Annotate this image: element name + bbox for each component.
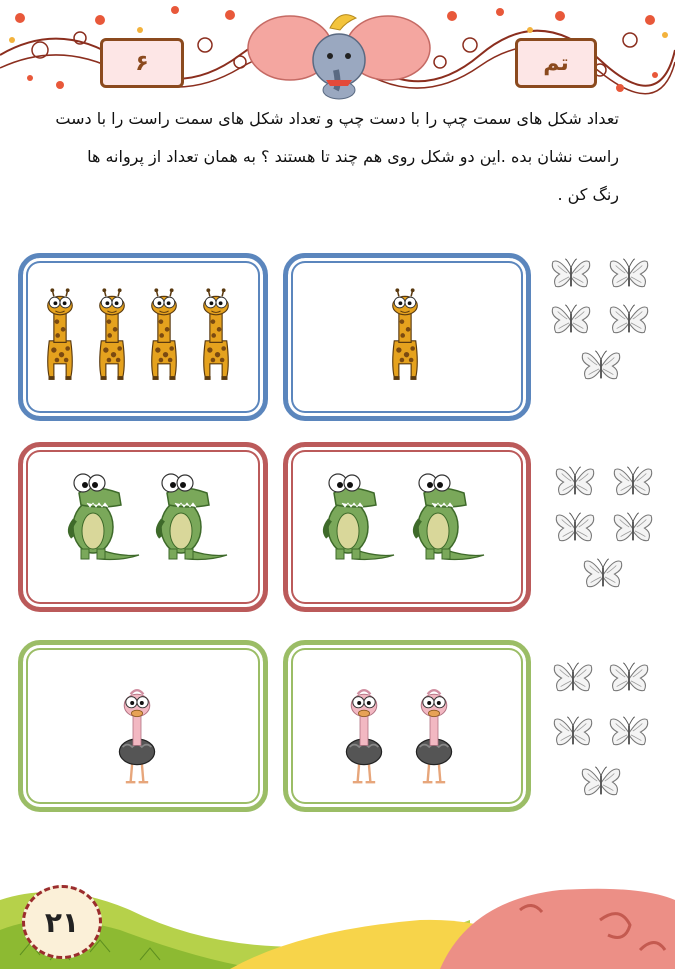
crocodile-icon bbox=[61, 465, 141, 565]
page-number: ۲۱ bbox=[22, 885, 102, 959]
instructions-line-3: رنگ کن . bbox=[557, 185, 619, 204]
butterfly-group-row-1 bbox=[548, 256, 658, 396]
butterfly-icon[interactable] bbox=[608, 660, 650, 698]
crocodile-icon bbox=[149, 465, 229, 565]
left-box-row-2 bbox=[18, 442, 268, 612]
crocodile-icon bbox=[406, 465, 486, 565]
butterfly-icon[interactable] bbox=[552, 660, 594, 698]
instructions-line-1: تعداد شکل های سمت چپ را با دست چپ و تعداد شکل های سمت راست را با دست bbox=[55, 109, 619, 128]
butterfly-group-row-3 bbox=[550, 660, 660, 800]
instructions-line-2: راست نشان بده .این دو شکل روی هم چند تا هستند ؟ به همان تعداد از پروانه ها bbox=[87, 147, 619, 166]
right-box-row-2 bbox=[283, 442, 531, 612]
left-box-row-3 bbox=[18, 640, 268, 812]
butterfly-icon[interactable] bbox=[552, 714, 594, 752]
butterfly-icon[interactable] bbox=[580, 764, 622, 802]
right-box-row-1 bbox=[283, 253, 531, 421]
crocodile-icon bbox=[316, 465, 396, 565]
butterfly-icon[interactable] bbox=[550, 256, 592, 294]
left-box-row-1 bbox=[18, 253, 268, 421]
giraffe-icon bbox=[37, 276, 83, 398]
butterfly-icon[interactable] bbox=[608, 256, 650, 294]
instructions-text bbox=[54, 100, 619, 214]
number-tag: ۶ bbox=[100, 38, 184, 88]
butterfly-group-row-2 bbox=[552, 464, 662, 604]
butterfly-icon[interactable] bbox=[554, 464, 596, 502]
butterfly-icon[interactable] bbox=[608, 714, 650, 752]
butterfly-icon[interactable] bbox=[580, 348, 622, 386]
right-box-row-3 bbox=[283, 640, 531, 812]
ostrich-icon bbox=[340, 675, 388, 795]
giraffe-icon bbox=[193, 276, 239, 398]
giraffe-icon bbox=[89, 276, 135, 398]
butterfly-icon[interactable] bbox=[612, 464, 654, 502]
butterfly-icon[interactable] bbox=[608, 302, 650, 340]
butterfly-icon[interactable] bbox=[550, 302, 592, 340]
ostrich-icon bbox=[113, 675, 161, 795]
theme-tag: تم bbox=[515, 38, 597, 88]
giraffe-icon bbox=[382, 276, 428, 398]
butterfly-icon[interactable] bbox=[582, 556, 624, 594]
giraffe-icon bbox=[141, 276, 187, 398]
ostrich-icon bbox=[410, 675, 458, 795]
butterfly-icon[interactable] bbox=[612, 510, 654, 548]
butterfly-icon[interactable] bbox=[554, 510, 596, 548]
